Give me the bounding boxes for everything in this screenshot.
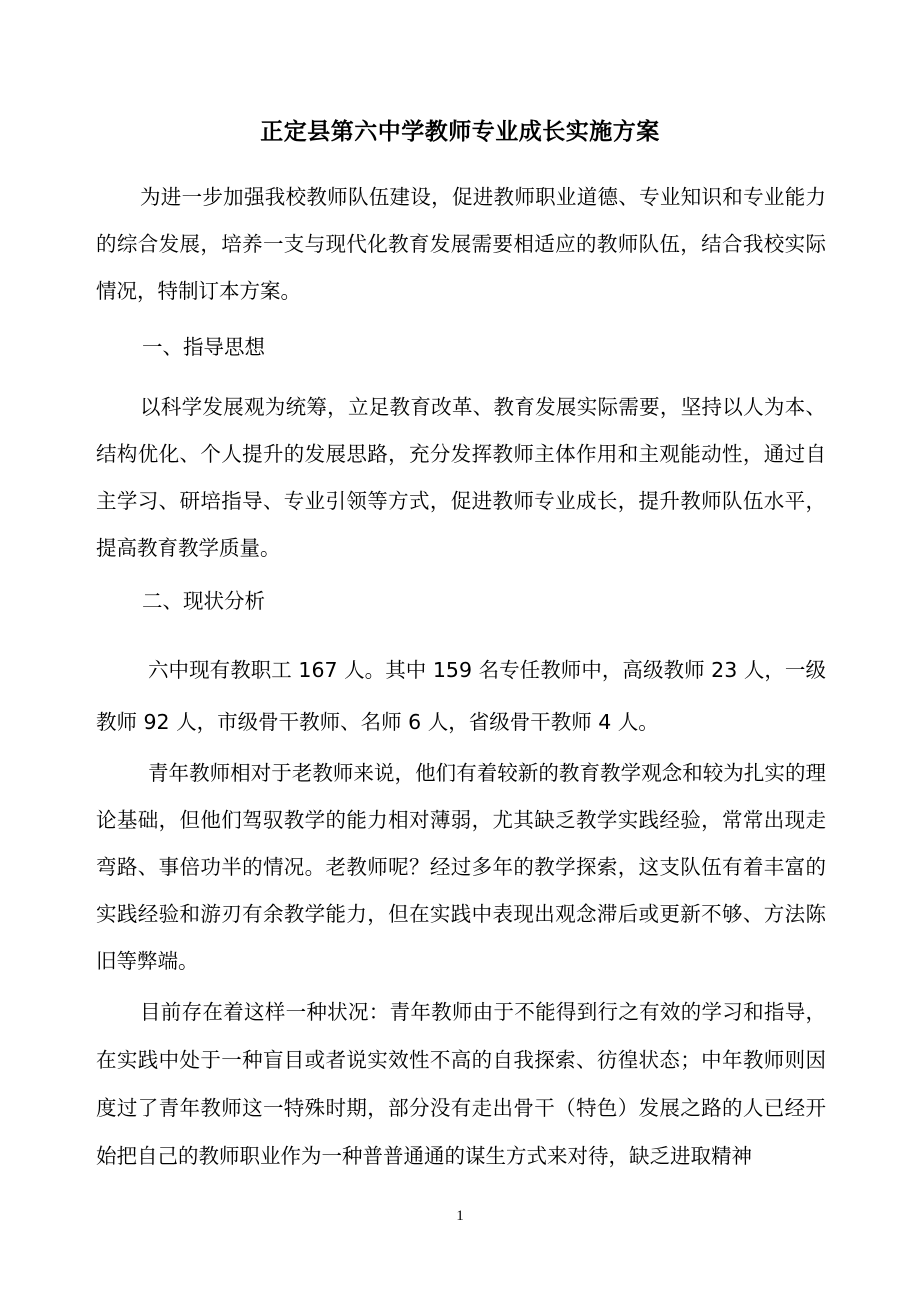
guiding-ideology-paragraph: 以科学发展观为统筹，立足教育改革、教育发展实际需要，坚持以人为本、结构优化、个人提升的发展思路，充分发挥教师主体作用和主观能动性，通过自主学习、研培指导、专业引领等方式，促进教师专业成长，提升教师队伍水平，提高教育教学质量。 <box>96 395 826 560</box>
intro-paragraph: 为进一步加强我校教师队伍建设，促进教师职业道德、专业知识和专业能力的综合发展，培养一支与现代化教育发展需要相适应的教师队伍，结合我校实际情况，特制订本方案。 <box>96 185 826 303</box>
section-heading-status-analysis: 二、现状分析 <box>142 589 265 613</box>
current-situation-paragraph: 目前存在着这样一种状况：青年教师由于不能得到行之有效的学习和指导，在实践中处于一种盲目或者说实效性不高的自我探索、彷徨状态；中年教师则因度过了青年教师这一特殊时期，部分没有走出骨干（特色）发展之路的人已经开始把自己的教师职业作为一种普普通通的谋生方式来对待，缺乏进取精神 <box>96 1000 826 1168</box>
teacher-comparison-paragraph: 青年教师相对于老教师来说，他们有着较新的教育教学观念和较为扎实的理论基础，但他们驾驭教学的能力相对薄弱，尤其缺乏教学实践经验，常常出现走弯路、事倍功半的情况。老教师呢？经过多年的教学探索，这支队伍有着丰富的实践经验和游刃有余教学能力，但在实践中表现出观念滞后或更新不够、方法陈旧等弊端。 <box>96 761 826 973</box>
section-heading-guiding-ideology: 一、指导思想 <box>142 335 265 359</box>
staff-statistics-paragraph: 六中现有教职工 167 人。其中 159 名专任教师中，高级教师 23 人，一级教师 92 人，市级骨干教师、名师 6 人，省级骨干教师 4 人。 <box>96 658 826 734</box>
document-title: 正定县第六中学教师专业成长实施方案 <box>260 119 660 145</box>
page-number: 1 <box>456 1208 464 1224</box>
